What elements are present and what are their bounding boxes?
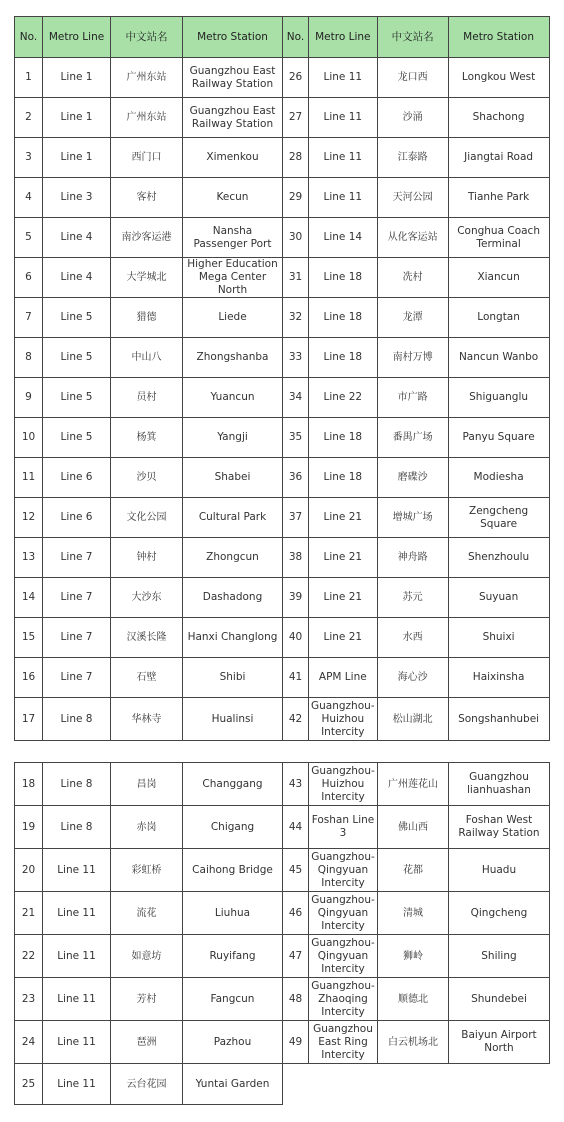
- cell-station-name: Shiling: [448, 935, 549, 978]
- cell-metro-line: Line 3: [43, 178, 111, 218]
- cell-metro-line: Line 18: [309, 458, 378, 498]
- cell-station-name: Caihong Bridge: [183, 849, 283, 892]
- cell-chinese-name: 龙口西: [377, 58, 448, 98]
- stations-table-part-2: [14, 762, 550, 1105]
- cell-metro-line: Line 5: [43, 298, 111, 338]
- cell-number: 42: [283, 698, 309, 741]
- cell-metro-line: Line 11: [43, 935, 111, 978]
- cell-chinese-name: 琶洲: [111, 1021, 183, 1064]
- cell-metro-line: Line 8: [43, 698, 111, 741]
- cell-chinese-name: 狮岭: [377, 935, 448, 978]
- cell-chinese-name: 沙涌: [377, 98, 448, 138]
- cell-metro-line: Line 5: [43, 338, 111, 378]
- table-row: [15, 892, 550, 935]
- cell-station-name: Ximenkou: [183, 138, 283, 178]
- cell-number: 45: [283, 849, 309, 892]
- cell-number: 17: [15, 698, 43, 741]
- cell-chinese-name: 芳村: [111, 978, 183, 1021]
- cell-metro-line: Line 7: [43, 618, 111, 658]
- cell-metro-line: Line 1: [43, 138, 111, 178]
- table-row: [15, 418, 550, 458]
- header-metro-line: Metro Line: [43, 17, 111, 58]
- cell-number: 13: [15, 538, 43, 578]
- cell-chinese-name: 石壁: [111, 658, 183, 698]
- cell-chinese-name: 南村万博: [377, 338, 448, 378]
- cell-chinese-name: 神舟路: [377, 538, 448, 578]
- cell-number: 15: [15, 618, 43, 658]
- cell-station-name: Huadu: [448, 849, 549, 892]
- header-metro-line: Metro Line: [309, 17, 378, 58]
- cell-chinese-name: 彩虹桥: [111, 849, 183, 892]
- cell-number: 22: [15, 935, 43, 978]
- cell-metro-line: Guangzhou-Qingyuan Intercity: [309, 849, 378, 892]
- cell-station-name: Cultural Park: [183, 498, 283, 538]
- cell-chinese-name: 海心沙: [377, 658, 448, 698]
- cell-number: 34: [283, 378, 309, 418]
- cell-number: 18: [15, 763, 43, 806]
- cell-metro-line: Guangzhou-Qingyuan Intercity: [309, 892, 378, 935]
- table-row: [15, 1064, 550, 1105]
- cell-chinese-name: 大学城北: [111, 258, 183, 298]
- table-row: [15, 538, 550, 578]
- cell-number: 3: [15, 138, 43, 178]
- cell-chinese-name: 文化公园: [111, 498, 183, 538]
- cell-number: 29: [283, 178, 309, 218]
- cell-chinese-name: 清城: [377, 892, 448, 935]
- cell-number: 36: [283, 458, 309, 498]
- cell-metro-line: [309, 1064, 378, 1105]
- cell-station-name: Dashadong: [183, 578, 283, 618]
- cell-chinese-name: 大沙东: [111, 578, 183, 618]
- cell-metro-line: Line 21: [309, 618, 378, 658]
- cell-station-name: Yangji: [183, 418, 283, 458]
- cell-station-name: Longtan: [448, 298, 549, 338]
- cell-chinese-name: 松山湖北: [377, 698, 448, 741]
- cell-number: 28: [283, 138, 309, 178]
- cell-number: 39: [283, 578, 309, 618]
- cell-station-name: Jiangtai Road: [448, 138, 549, 178]
- cell-number: 47: [283, 935, 309, 978]
- cell-number: 11: [15, 458, 43, 498]
- cell-number: 33: [283, 338, 309, 378]
- table-row: [15, 978, 550, 1021]
- table-row: [15, 98, 550, 138]
- table-row: [15, 578, 550, 618]
- cell-metro-line: Line 11: [43, 978, 111, 1021]
- cell-chinese-name: 市广路: [377, 378, 448, 418]
- cell-metro-line: Line 22: [309, 378, 378, 418]
- cell-station-name: Pazhou: [183, 1021, 283, 1064]
- cell-metro-line: Guangzhou-Zhaoqing Intercity: [309, 978, 378, 1021]
- cell-number: 27: [283, 98, 309, 138]
- table-row: [15, 58, 550, 98]
- cell-number: 6: [15, 258, 43, 298]
- cell-metro-line: Line 11: [43, 1021, 111, 1064]
- cell-chinese-name: 沙贝: [111, 458, 183, 498]
- cell-metro-line: Line 21: [309, 538, 378, 578]
- cell-station-name: Qingcheng: [448, 892, 549, 935]
- cell-number: 41: [283, 658, 309, 698]
- cell-station-name: Shundebei: [448, 978, 549, 1021]
- cell-station-name: Changgang: [183, 763, 283, 806]
- cell-chinese-name: 磨碟沙: [377, 458, 448, 498]
- cell-number: 46: [283, 892, 309, 935]
- cell-station-name: Yuntai Garden: [183, 1064, 283, 1105]
- stations-table-part-1: [14, 16, 550, 741]
- cell-chinese-name: 南沙客运港: [111, 218, 183, 258]
- header-no: No.: [283, 17, 309, 58]
- cell-station-name: Panyu Square: [448, 418, 549, 458]
- cell-metro-line: Line 11: [309, 178, 378, 218]
- cell-metro-line: Line 18: [309, 338, 378, 378]
- cell-metro-line: Guangzhou-Qingyuan Intercity: [309, 935, 378, 978]
- cell-chinese-name: [377, 1064, 448, 1105]
- table-row: [15, 1021, 550, 1064]
- cell-chinese-name: 广州东站: [111, 58, 183, 98]
- cell-metro-line: Line 7: [43, 578, 111, 618]
- cell-station-name: Guangzhou East Railway Station: [183, 58, 283, 98]
- cell-metro-line: Guangzhou East Ring Intercity: [309, 1021, 378, 1064]
- cell-number: 37: [283, 498, 309, 538]
- cell-chinese-name: 广州莲花山: [377, 763, 448, 806]
- cell-chinese-name: 白云机场北: [377, 1021, 448, 1064]
- cell-metro-line: Line 11: [309, 138, 378, 178]
- table-row: [15, 763, 550, 806]
- cell-metro-line: APM Line: [309, 658, 378, 698]
- cell-number: 30: [283, 218, 309, 258]
- table-row: [15, 298, 550, 338]
- cell-station-name: Hualinsi: [183, 698, 283, 741]
- cell-number: 44: [283, 806, 309, 849]
- cell-metro-line: Line 11: [43, 1064, 111, 1105]
- cell-metro-line: Line 11: [43, 892, 111, 935]
- cell-chinese-name: 员村: [111, 378, 183, 418]
- cell-metro-line: Line 7: [43, 658, 111, 698]
- cell-metro-line: Line 5: [43, 418, 111, 458]
- cell-chinese-name: 汉溪长隆: [111, 618, 183, 658]
- cell-number: 26: [283, 58, 309, 98]
- cell-chinese-name: 客村: [111, 178, 183, 218]
- cell-station-name: Foshan West Railway Station: [448, 806, 549, 849]
- cell-chinese-name: 如意坊: [111, 935, 183, 978]
- table-row: [15, 138, 550, 178]
- cell-chinese-name: 天河公园: [377, 178, 448, 218]
- cell-chinese-name: 顺德北: [377, 978, 448, 1021]
- cell-number: 14: [15, 578, 43, 618]
- cell-station-name: Higher Education Mega Center North: [183, 258, 283, 298]
- cell-number: 9: [15, 378, 43, 418]
- cell-number: 5: [15, 218, 43, 258]
- cell-station-name: Guangzhou East Railway Station: [183, 98, 283, 138]
- cell-station-name: Xiancun: [448, 258, 549, 298]
- cell-station-name: Haixinsha: [448, 658, 549, 698]
- cell-chinese-name: 流花: [111, 892, 183, 935]
- cell-station-name: Nancun Wanbo: [448, 338, 549, 378]
- table-row: [15, 849, 550, 892]
- table-row: [15, 498, 550, 538]
- cell-chinese-name: 番禺广场: [377, 418, 448, 458]
- cell-number: 49: [283, 1021, 309, 1064]
- cell-number: 7: [15, 298, 43, 338]
- cell-chinese-name: 花都: [377, 849, 448, 892]
- cell-metro-line: Line 6: [43, 458, 111, 498]
- cell-chinese-name: 中山八: [111, 338, 183, 378]
- table-row: [15, 698, 550, 741]
- cell-metro-line: Line 18: [309, 298, 378, 338]
- cell-number: 38: [283, 538, 309, 578]
- cell-metro-line: Line 21: [309, 578, 378, 618]
- cell-station-name: Shibi: [183, 658, 283, 698]
- cell-number: 48: [283, 978, 309, 1021]
- cell-number: 1: [15, 58, 43, 98]
- table-row: [15, 458, 550, 498]
- table-row: [15, 178, 550, 218]
- cell-metro-line: Line 7: [43, 538, 111, 578]
- cell-station-name: Longkou West: [448, 58, 549, 98]
- cell-chinese-name: 猎德: [111, 298, 183, 338]
- cell-chinese-name: 钟村: [111, 538, 183, 578]
- cell-chinese-name: 杨箕: [111, 418, 183, 458]
- cell-chinese-name: 佛山西: [377, 806, 448, 849]
- cell-metro-line: Line 14: [309, 218, 378, 258]
- table-row: [15, 338, 550, 378]
- table-row: [15, 218, 550, 258]
- cell-chinese-name: 水西: [377, 618, 448, 658]
- cell-metro-line: Guangzhou-Huizhou Intercity: [309, 698, 378, 741]
- cell-number: 20: [15, 849, 43, 892]
- cell-number: 12: [15, 498, 43, 538]
- cell-number: 23: [15, 978, 43, 1021]
- cell-station-name: Shenzhoulu: [448, 538, 549, 578]
- cell-station-name: Chigang: [183, 806, 283, 849]
- cell-station-name: Shiguanglu: [448, 378, 549, 418]
- cell-number: 21: [15, 892, 43, 935]
- cell-metro-line: Line 8: [43, 763, 111, 806]
- cell-station-name: Tianhe Park: [448, 178, 549, 218]
- cell-chinese-name: 苏元: [377, 578, 448, 618]
- cell-chinese-name: 江泰路: [377, 138, 448, 178]
- cell-chinese-name: 云台花园: [111, 1064, 183, 1105]
- cell-chinese-name: 龙潭: [377, 298, 448, 338]
- cell-metro-line: Line 6: [43, 498, 111, 538]
- cell-number: 19: [15, 806, 43, 849]
- cell-number: [283, 1064, 309, 1105]
- cell-station-name: Baiyun Airport North: [448, 1021, 549, 1064]
- cell-metro-line: Line 11: [43, 849, 111, 892]
- cell-station-name: Zhongcun: [183, 538, 283, 578]
- cell-station-name: Conghua Coach Terminal: [448, 218, 549, 258]
- cell-number: 16: [15, 658, 43, 698]
- cell-station-name: Ruyifang: [183, 935, 283, 978]
- cell-metro-line: Guangzhou-Huizhou Intercity: [309, 763, 378, 806]
- cell-metro-line: Line 11: [309, 58, 378, 98]
- cell-station-name: Guangzhou lianhuashan: [448, 763, 549, 806]
- cell-station-name: Zengcheng Square: [448, 498, 549, 538]
- cell-number: 2: [15, 98, 43, 138]
- cell-chinese-name: 冼村: [377, 258, 448, 298]
- cell-station-name: Liuhua: [183, 892, 283, 935]
- cell-metro-line: Line 11: [309, 98, 378, 138]
- cell-station-name: Kecun: [183, 178, 283, 218]
- header-no: No.: [15, 17, 43, 58]
- cell-metro-line: Line 8: [43, 806, 111, 849]
- cell-station-name: Shachong: [448, 98, 549, 138]
- table-row: [15, 658, 550, 698]
- cell-station-name: Songshanhubei: [448, 698, 549, 741]
- cell-station-name: Modiesha: [448, 458, 549, 498]
- cell-number: 4: [15, 178, 43, 218]
- table-row: [15, 935, 550, 978]
- cell-station-name: Shuixi: [448, 618, 549, 658]
- table-row: [15, 378, 550, 418]
- table-row: [15, 618, 550, 658]
- cell-metro-line: Line 18: [309, 418, 378, 458]
- cell-metro-line: Line 21: [309, 498, 378, 538]
- cell-chinese-name: 从化客运站: [377, 218, 448, 258]
- cell-number: 40: [283, 618, 309, 658]
- cell-metro-line: Line 18: [309, 258, 378, 298]
- cell-metro-line: Line 5: [43, 378, 111, 418]
- header-metro-station: Metro Station: [183, 17, 283, 58]
- cell-chinese-name: 广州东站: [111, 98, 183, 138]
- cell-station-name: Liede: [183, 298, 283, 338]
- cell-number: 32: [283, 298, 309, 338]
- cell-station-name: Nansha Passenger Port: [183, 218, 283, 258]
- cell-chinese-name: 增城广场: [377, 498, 448, 538]
- header-metro-station: Metro Station: [448, 17, 549, 58]
- cell-metro-line: Line 4: [43, 218, 111, 258]
- cell-number: 35: [283, 418, 309, 458]
- table-row: [15, 258, 550, 298]
- cell-station-name: Shabei: [183, 458, 283, 498]
- cell-station-name: [448, 1064, 549, 1105]
- cell-chinese-name: 华林寺: [111, 698, 183, 741]
- cell-chinese-name: 昌岗: [111, 763, 183, 806]
- cell-chinese-name: 赤岗: [111, 806, 183, 849]
- header-row: [15, 17, 550, 58]
- cell-metro-line: Line 1: [43, 58, 111, 98]
- cell-metro-line: Line 4: [43, 258, 111, 298]
- cell-number: 31: [283, 258, 309, 298]
- cell-station-name: Hanxi Changlong: [183, 618, 283, 658]
- cell-station-name: Zhongshanba: [183, 338, 283, 378]
- cell-metro-line: Line 1: [43, 98, 111, 138]
- cell-chinese-name: 西门口: [111, 138, 183, 178]
- cell-number: 43: [283, 763, 309, 806]
- header-chinese-name: 中文站名: [377, 17, 448, 58]
- header-chinese-name: 中文站名: [111, 17, 183, 58]
- cell-number: 8: [15, 338, 43, 378]
- cell-station-name: Fangcun: [183, 978, 283, 1021]
- cell-number: 25: [15, 1064, 43, 1105]
- cell-station-name: Suyuan: [448, 578, 549, 618]
- cell-metro-line: Foshan Line 3: [309, 806, 378, 849]
- table-row: [15, 806, 550, 849]
- cell-number: 24: [15, 1021, 43, 1064]
- cell-station-name: Yuancun: [183, 378, 283, 418]
- cell-number: 10: [15, 418, 43, 458]
